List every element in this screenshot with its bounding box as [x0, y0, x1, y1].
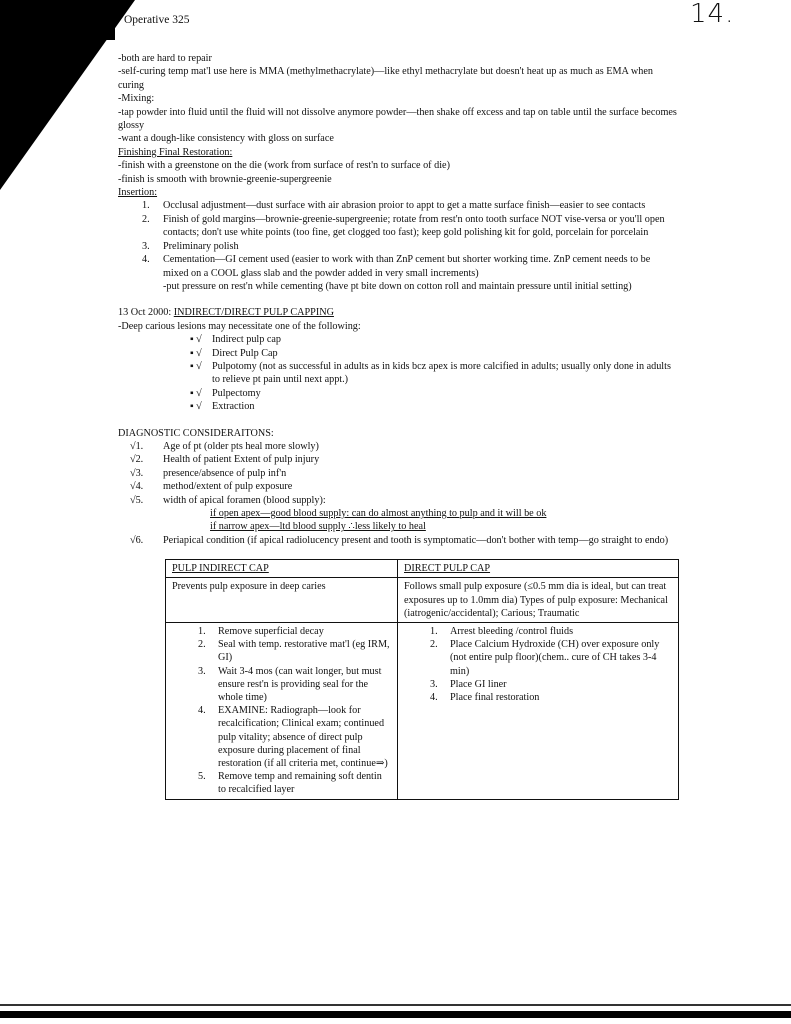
step-item: 5. Remove temp and remaining soft dentin to recalcified layer [198, 771, 382, 796]
diagnostic-item: √1. Age of pt (older pts heal more slowly) [130, 440, 319, 452]
pulp-cap-table [165, 559, 679, 799]
bullet-icon: ▪ √ [190, 334, 202, 346]
finishing-heading: Finishing Final Restoration: [118, 146, 233, 158]
table-row [166, 560, 679, 578]
table-cell: Prevents pulp exposure in deep caries [166, 578, 398, 623]
top-line: -both are hard to repair [118, 53, 212, 64]
pulp-intro: -Deep carious lesions may necessitate one of the following: [118, 320, 361, 332]
step-item: 4. Place final restoration [430, 692, 540, 704]
item-number: 2. [142, 213, 150, 225]
bullet-icon: ▪ √ [190, 387, 202, 399]
step-item: 1. Arrest bleeding /control fluids [430, 626, 574, 638]
table-row [166, 578, 679, 623]
step-item: 3. Wait 3-4 mos (can wait longer, but must ensure rest'n is providing seal for the whole time) [198, 665, 382, 704]
table-header: PULP INDIRECT CAP [166, 560, 398, 578]
page-number: 14. [690, 0, 735, 29]
insertion-heading: Insertion: [118, 187, 158, 199]
item-number: 3. [142, 240, 150, 252]
list-item: ▪ √ Pulpectomy [190, 387, 261, 399]
step-item: 2. Place Calcium Hydroxide (CH) over exposure only (not entire pulp floor)(chem.. cure of CH takes 3-4 min) [430, 639, 660, 677]
section-title: INDIRECT/DIRECT PULP CAPPING [173, 307, 334, 319]
table-cell: Follows small pulp exposure (≤0.5 mm dia is ideal, but can treat exposures up to 1.0mm dia) Types of pulp exposure: Mechanical (iatrogenic/accidental); Carious; Traumatic [398, 578, 679, 623]
scan-edge-bar [0, 1011, 791, 1018]
diagnostic-heading: DIAGNOSTIC CONSIDERAITONS: [118, 427, 274, 439]
step-item: 2. Seal with temp. restorative mat'l (eg IRM, GI) [198, 639, 390, 664]
table-header: DIRECT PULP CAP [398, 560, 679, 578]
list-item: ▪ √ Extraction [190, 401, 255, 413]
step-item: 4. EXAMINE: Radiograph—look for recalcification; Clinical exam; continued pulp vitality; absence of direct pulp exposure during placement of final restoration (if all criteria met, continue⇒) [198, 705, 388, 770]
scan-edge-line [0, 1004, 791, 1006]
finishing-line: -finish is smooth with brownie-greenie-supergreenie [118, 173, 332, 185]
insertion-item [118, 199, 678, 212]
table-cell [166, 623, 398, 800]
item-text: Occlusal adjustment—dust surface with air abrasion proior to appt to get a matte surface finish—easier to see contacts [163, 200, 646, 212]
bullet-icon: ▪ √ [190, 360, 202, 372]
insertion-item [118, 213, 678, 240]
scan-shadow-top [0, 0, 115, 40]
finishing-line: -finish with a greenstone on the die (work from surface of rest'n to surface of die) [118, 160, 450, 172]
apex-line: if open apex—good blood supply: can do almost anything to pulp and it will be ok [210, 508, 547, 519]
diagnostic-item: √2. Health of patient Extent of pulp injury [130, 454, 320, 466]
list-item: ▪ √ Pulpotomy (not as successful in adults as in kids bcz apex is more calcified in adults; usually only done in adults to relieve pt pain until next appt.) [190, 360, 671, 386]
item-number: 1. [142, 200, 150, 212]
apex-line: if narrow apex—ltd blood supply ∴less likely to heal [210, 521, 426, 533]
top-line: -tap powder into fluid until the fluid will not dissolve anymore powder—then shake off excess and tap on table until the surface becomes glossy [118, 106, 677, 132]
top-line: -Mixing: [118, 93, 155, 105]
bullet-icon: ▪ √ [190, 347, 202, 359]
diagnostic-item: √5. width of apical foramen (blood supply): [130, 494, 326, 506]
document-body [118, 52, 678, 800]
header-title: Operative 325 [124, 14, 190, 26]
pulp-section-title-line [118, 306, 678, 319]
insertion-extra [118, 280, 678, 293]
table-row [166, 623, 679, 800]
diagnostic-item: √6. Periapical condition (if apical radiolucency present and tooth is symptomatic—don't bother with temp—go straight to endo) [130, 534, 669, 546]
insertion-item [118, 240, 678, 253]
list-item: ▪ √ Indirect pulp cap [190, 334, 282, 346]
top-line: -self-curing temp mat'l use here is MMA (methylmethacrylate)—like ethyl methacrylate but doesn't heat up as much as EMA when curing [118, 66, 653, 91]
step-item: 3. Place GI liner [430, 678, 507, 690]
top-line: -want a dough-like consistency with gloss on surface [118, 133, 334, 145]
item-text: Cementation—GI cement used (easier to work with than ZnP cement but shorter working time. ZnP cement needs to be mixed on a COOL glass slab and the powder added in very small increments) [163, 254, 651, 279]
bullet-icon: ▪ √ [190, 401, 202, 413]
list-item: ▪ √ Direct Pulp Cap [190, 347, 278, 359]
item-text: -put pressure on rest'n while cementing (have pt bite down on cotton roll and maintain pressure until initial setting) [163, 280, 632, 292]
insertion-item [118, 253, 678, 280]
item-text: Finish of gold margins—brownie-greenie-supergreenie; rotate from rest'n onto tooth surface NOT vise-versa or you'll open contacts; don't use white points (too fine, get clogged too fast); keep gold polishing kit for gold, porcelain for porcelain [163, 213, 665, 239]
diagnostic-item: √3. presence/absence of pulp inf'n [130, 467, 287, 479]
table-cell [398, 623, 679, 800]
diagnostic-item: √4. method/extent of pulp exposure [130, 481, 293, 493]
item-text: Preliminary polish [163, 240, 239, 252]
step-item: 1. Remove superficial decay [198, 626, 324, 638]
item-number: 4. [142, 254, 150, 266]
section-date: 13 Oct 2000: [118, 307, 172, 319]
